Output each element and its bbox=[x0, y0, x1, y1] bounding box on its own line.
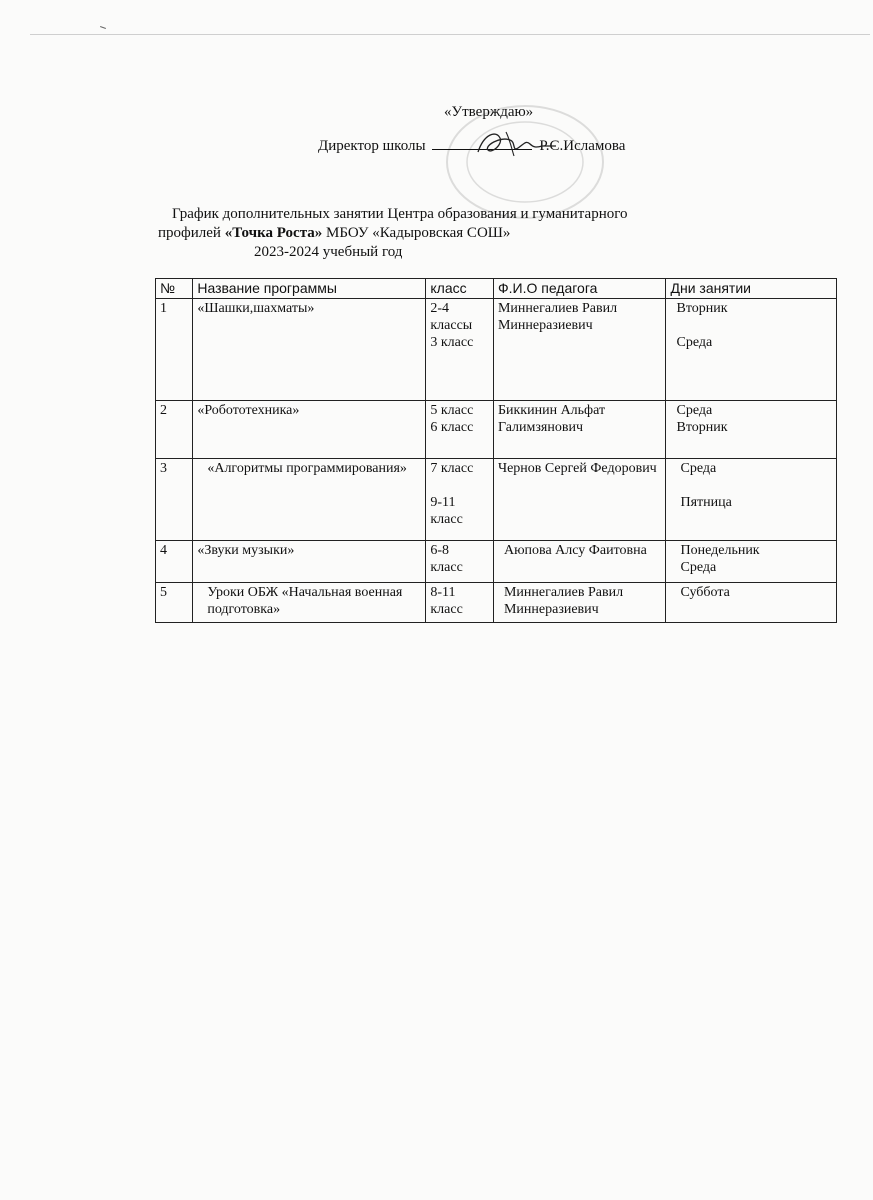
row-class: 8-11 класс bbox=[426, 583, 494, 623]
row-number: 3 bbox=[156, 459, 193, 541]
header-days: Дни занятии bbox=[666, 279, 837, 299]
title-bold-name: «Точка Роста» bbox=[224, 225, 323, 241]
table-row bbox=[156, 541, 837, 583]
row-days: Вторник Среда bbox=[666, 299, 837, 401]
row-days: Среда Вторник bbox=[666, 401, 837, 459]
row-teacher: Биккинин Альфат Галимзянович bbox=[493, 401, 666, 459]
table-header-row bbox=[156, 279, 837, 299]
row-number: 1 bbox=[156, 299, 193, 401]
title-prefix: профилей bbox=[158, 225, 221, 241]
row-teacher: Чернов Сергей Федорович bbox=[493, 459, 666, 541]
row-program: «Робототехника» bbox=[193, 401, 426, 459]
row-class: 6-8 класс bbox=[426, 541, 494, 583]
row-teacher: Миннегалиев Равил Миннеразиевич bbox=[493, 583, 666, 623]
row-number: 5 bbox=[156, 583, 193, 623]
director-label: Директор школы bbox=[318, 138, 426, 154]
table-row bbox=[156, 459, 837, 541]
table-row bbox=[156, 401, 837, 459]
signature-icon bbox=[470, 126, 560, 162]
schedule-table bbox=[155, 278, 837, 623]
header-class: класс bbox=[426, 279, 494, 299]
row-program: «Звуки музыки» bbox=[193, 541, 426, 583]
title-line-2 bbox=[158, 225, 510, 242]
row-days: Суббота bbox=[666, 583, 837, 623]
title-year: 2023-2024 учебный год bbox=[254, 244, 403, 260]
scan-edge-line bbox=[30, 34, 870, 35]
row-number: 2 bbox=[156, 401, 193, 459]
row-class: 5 класс 6 класс bbox=[426, 401, 494, 459]
director-name: Р.С.Исламова bbox=[539, 138, 626, 154]
row-program: «Шашки,шахматы» bbox=[193, 299, 426, 401]
scan-mark bbox=[100, 26, 106, 29]
row-program: Уроки ОБЖ «Начальная военная подготовка» bbox=[193, 583, 426, 623]
row-teacher: Миннегалиев Равил Миннеразиевич bbox=[493, 299, 666, 401]
row-days: Среда Пятница bbox=[666, 459, 837, 541]
title-suffix: МБОУ «Кадыровская СОШ» bbox=[326, 225, 511, 241]
approval-label: «Утверждаю» bbox=[444, 104, 534, 120]
header-teacher: Ф.И.О педагога bbox=[493, 279, 666, 299]
header-program: Название программы bbox=[193, 279, 426, 299]
row-class: 7 класс 9-11 класс bbox=[426, 459, 494, 541]
table-row bbox=[156, 299, 837, 401]
table-row bbox=[156, 583, 837, 623]
header-number: № bbox=[156, 279, 193, 299]
row-number: 4 bbox=[156, 541, 193, 583]
row-days: Понедельник Среда bbox=[666, 541, 837, 583]
row-class: 2-4 классы 3 класс bbox=[426, 299, 494, 401]
title-line-1: График дополнительных занятии Центра образования и гуманитарного bbox=[172, 206, 628, 222]
row-program: «Алгоритмы программирования» bbox=[193, 459, 426, 541]
row-teacher: Аюпова Алсу Фаитовна bbox=[493, 541, 666, 583]
